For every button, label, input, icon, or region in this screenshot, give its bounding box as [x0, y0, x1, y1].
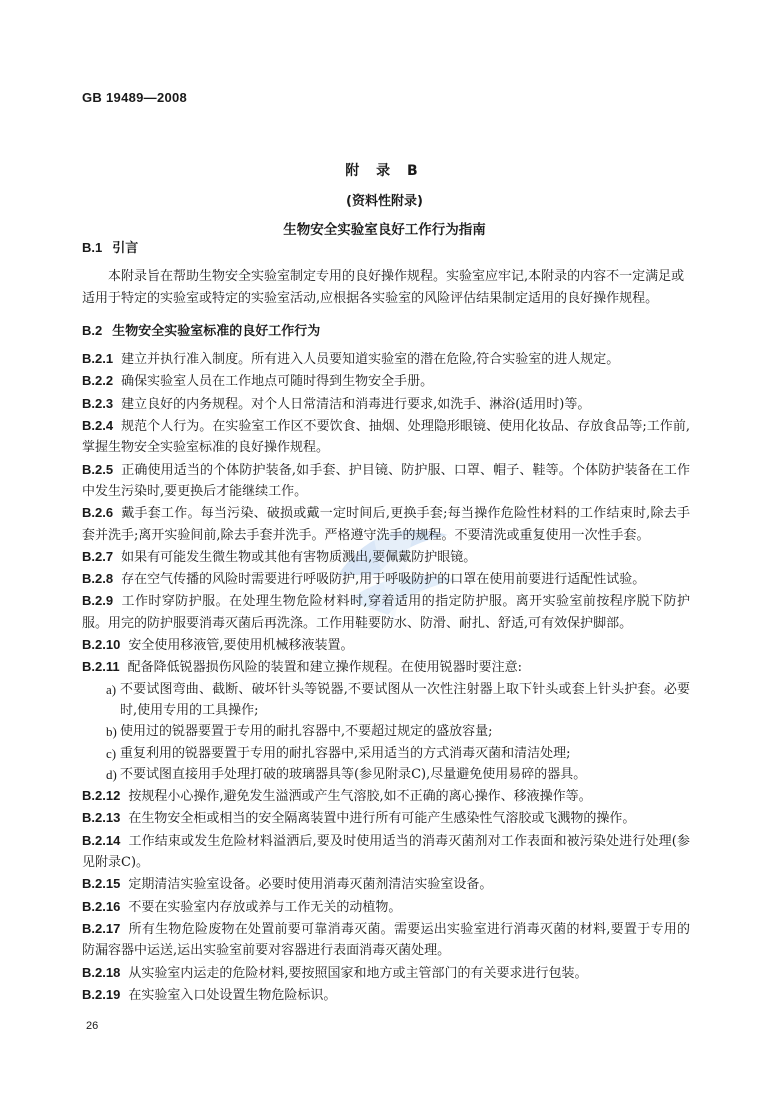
list-item	[82, 984, 690, 1006]
item-number: B.2.5	[82, 461, 114, 477]
item-text: 不要在实验室内存放或养与工作无关的动植物。	[128, 899, 402, 915]
item-text: 确保实验室人员在工作地点可随时得到生物安全手册。	[121, 374, 434, 390]
list-item	[82, 873, 690, 895]
item-number: B.2.3	[82, 395, 114, 411]
item-text: 如果有可能发生微生物或其他有害物质溅出,要佩戴防护眼镜。	[121, 549, 477, 565]
sub-item-text: 使用过的锐器要置于专用的耐扎容器中,不要超过规定的盛放容量;	[120, 724, 493, 740]
item-text: 建立并执行准入制度。所有进入人员要知道实验室的潜在危险,符合实验室的进人规定。	[121, 352, 620, 368]
sub-item-text: 不要试图直接用手处理打破的玻璃器具等(参见附录C),尽量避免使用易碎的器具。	[120, 766, 587, 782]
section-number: B.1	[82, 240, 103, 255]
item-text: 定期清洁实验室设备。必要时使用消毒灭菌剂清洁实验室设备。	[128, 877, 493, 893]
item-number: B.2.13	[82, 810, 121, 826]
appendix-nature: (资料性附录)	[346, 194, 423, 209]
item-number: B.2.19	[82, 986, 121, 1002]
list-item	[82, 634, 690, 656]
intro-paragraph: 本附录旨在帮助生物安全实验室制定专用的良好操作规程。实验室应牢记,本附录的内容不一定满足或适用于特定的实验室或特定的实验室活动,应根据各实验室的风险评估结果制定适用的良好操作规程。	[82, 269, 685, 306]
item-number: B.2.4	[82, 418, 114, 434]
section-title: 引言	[112, 241, 139, 256]
sub-item-label: a)	[106, 681, 117, 697]
list-item	[82, 546, 690, 568]
practice-list	[82, 348, 690, 1006]
sub-item-label: c)	[106, 745, 117, 761]
item-text: 在生物安全柜或相当的安全隔离装置中进行所有可能产生感染性气溶胶或飞溅物的操作。	[128, 811, 636, 827]
item-text: 从实验室内运走的危险材料,要按照国家和地方或主管部门的有关要求进行包装。	[128, 965, 588, 981]
item-text: 安全使用移液管,要使用机械移液装置。	[128, 638, 354, 654]
section-heading-intro	[82, 237, 690, 259]
item-number: B.2.6	[82, 505, 114, 521]
item-number: B.2.12	[82, 788, 121, 804]
item-number: B.2.1	[82, 351, 114, 367]
item-number: B.2.15	[82, 876, 121, 892]
item-text: 存在空气传播的风险时需要进行呼吸防护,用于呼吸防护的口罩在使用前要进行适配性试验。	[121, 572, 646, 588]
sub-item	[82, 764, 690, 785]
list-item	[82, 415, 690, 459]
item-number: B.2.18	[82, 964, 121, 980]
list-item	[82, 656, 690, 678]
item-number: B.2.16	[82, 898, 121, 914]
list-item	[82, 830, 690, 874]
item-text: 正确使用适当的个体防护装备,如手套、护目镜、防护服、口罩、帽子、鞋等。个体防护装备在工作中发生污染时,要更换后才能继续工作。	[82, 462, 690, 499]
item-number: B.2.7	[82, 548, 114, 564]
list-item	[82, 393, 690, 415]
document-body	[82, 237, 690, 1006]
item-number: B.2.9	[82, 593, 114, 609]
item-number: B.2.11	[82, 659, 120, 675]
list-item	[82, 348, 690, 370]
item-number: B.2.8	[82, 571, 114, 587]
list-item	[82, 962, 690, 984]
item-number: B.2.2	[82, 373, 114, 389]
list-item	[82, 568, 690, 590]
item-text: 按规程小心操作,避免发生溢洒或产生气溶胶,如不正确的离心操作、移液操作等。	[128, 789, 592, 805]
item-text: 所有生物危险废物在处置前要可靠消毒灭菌。需要运出实验室进行消毒灭菌的材料,要置于专用的防漏容器中运送,运出实验室前要对容器进行表面消毒灭菌处理。	[82, 921, 690, 959]
standard-id: GB 19489—2008	[82, 90, 188, 105]
item-text: 在实验室入口处设置生物危险标识。	[128, 987, 337, 1003]
section-title: 生物安全实验室标准的良好工作行为	[112, 323, 321, 339]
sub-item-text: 不要试图弯曲、截断、破坏针头等锐器,不要试图从一次性注射器上取下针头或套上针头护套。必要时,使用专用的工具操作;	[120, 681, 690, 718]
section-heading-practices	[82, 320, 690, 342]
sub-item-label: d)	[106, 766, 117, 782]
item-text: 规范个人行为。在实验室工作区不要饮食、抽烟、处理隐形眼镜、使用化妆品、存放食品等;工作前,掌握生物安全实验室标准的良好操作规程。	[82, 419, 690, 456]
sub-item-label: b)	[106, 724, 117, 740]
item-text: 工作结束或发生危险材料溢洒后,要及时使用适当的消毒灭菌剂对工作表面和被污染处进行处理(参见附录C)。	[82, 833, 690, 871]
item-text: 建立良好的内务规程。对个人日常清洁和消毒进行要求,如洗手、淋浴(适用时)等。	[121, 396, 591, 412]
item-number: B.2.17	[82, 920, 121, 936]
item-text: 工作时穿防护服。在处理生物危险材料时,穿着适用的指定防护服。离开实验室前按程序脱下防护服。用完的防护服要消毒灭菌后再洗涤。工作用鞋要防水、防滑、耐扎、舒适,可有效保护脚部。	[82, 594, 690, 631]
item-text: 戴手套工作。每当污染、破损或戴一定时间后,更换手套;每当操作危险性材料的工作结束时,除去手套并洗手;离开实验间前,除去手套并洗手。严格遵守洗手的规程。不要清洗或重复使用一次性手套。	[82, 506, 690, 543]
list-item	[82, 459, 690, 503]
item-text: 配备降低锐器损伤风险的装置和建立操作规程。在使用锐器时要注意:	[127, 660, 522, 676]
sub-item	[82, 679, 690, 722]
item-number: B.2.14	[82, 832, 121, 848]
list-item	[82, 590, 690, 634]
sub-item-text: 重复利用的锐器要置于专用的耐扎容器中,采用适当的方式消毒灭菌和清洁处理;	[120, 745, 571, 761]
list-item	[82, 896, 690, 918]
sub-item	[82, 721, 690, 742]
appendix-title: 生物安全实验室良好工作行为指南	[283, 222, 486, 238]
list-item	[82, 370, 690, 392]
list-item	[82, 807, 690, 829]
section-number: B.2	[82, 322, 103, 338]
appendix-label: 附 录 B	[345, 163, 424, 179]
list-item	[82, 918, 690, 962]
item-number: B.2.10	[82, 637, 121, 653]
sub-item	[82, 743, 690, 764]
list-item	[82, 785, 690, 807]
list-item	[82, 502, 690, 546]
page-number: 26	[86, 1020, 99, 1032]
appendix-title-block	[0, 160, 769, 238]
